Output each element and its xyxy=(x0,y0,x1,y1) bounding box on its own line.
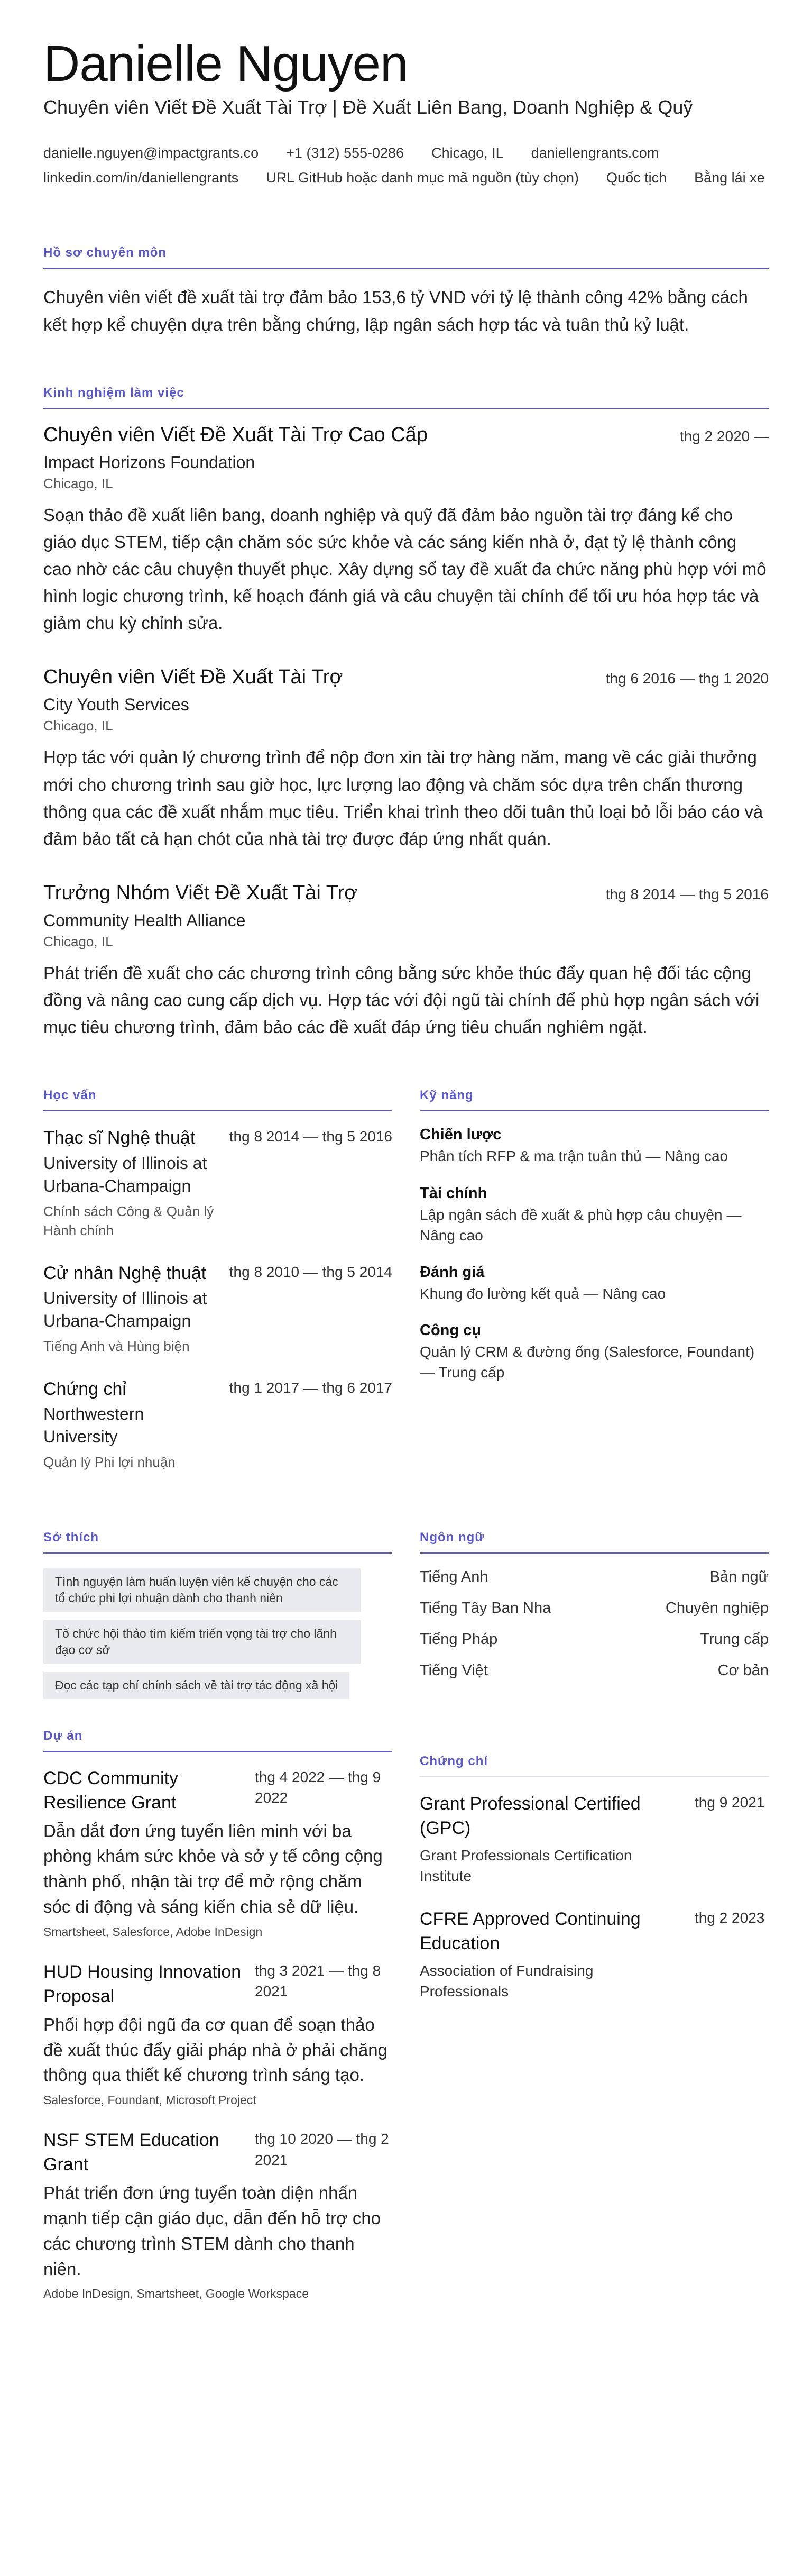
cert-date: thg 9 2021 xyxy=(695,1794,765,1811)
interest-chip: Tổ chức hội thảo tìm kiếm triển vọng tài trợ cho lãnh đạo cơ sở xyxy=(43,1620,361,1664)
project-title: HUD Housing Innovation Proposal xyxy=(43,1962,242,2006)
job-description: Hợp tác với quản lý chương trình để nộp đơn xin tài trợ hàng năm, mang về các giải thưởng mới cho chương trình sau giờ học, lực lượng lao động và chăm sóc dựa trên chấn thương thông qua các đề xuất nhắm mục tiêu. Triển khai trình theo dõi tuân thủ loại bỏ lỗi báo cáo và đảm bảo tất cả hạn chót của nhà tài trợ được đáp ứng nhất quán. xyxy=(43,747,763,848)
contact-phone[interactable]: +1 (312) 555-0286 xyxy=(286,145,404,161)
project-description: Dẫn dắt đơn ứng tuyển liên minh với ba phòng khám sức khỏe và sở y tế công cộng thành phố, nhận tài trợ để mở rộng chăm sóc di động và sáng kiến chia sẻ dữ liệu. xyxy=(43,1821,383,1917)
edu-school: University of Illinois at Urbana-Champaign xyxy=(43,1288,207,1331)
skill-item xyxy=(420,1185,769,1246)
summary-section xyxy=(43,245,769,337)
certification-item xyxy=(420,1907,769,2002)
language-level: Trung cấp xyxy=(700,1630,769,1648)
language-name: Tiếng Anh xyxy=(420,1568,488,1585)
languages-heading: Ngôn ngữ xyxy=(420,1530,769,1554)
contact-license: Bằng lái xe xyxy=(694,170,765,186)
edu-degree: Chứng chỉ xyxy=(43,1378,126,1399)
job-company: Impact Horizons Foundation xyxy=(43,452,255,472)
job-title: Trưởng Nhóm Viết Đề Xuất Tài Trợ xyxy=(43,881,358,904)
cert-org: Grant Professionals Certification Institute xyxy=(420,1847,632,1884)
skill-value: Quản lý CRM & đường ống (Salesforce, Foundant) — Trung cấp xyxy=(420,1344,755,1381)
job-date: thg 6 2016 — thg 1 2020 xyxy=(605,670,769,687)
interest-chip: Đọc các tạp chí chính sách về tài trợ tác động xã hội xyxy=(43,1672,349,1699)
skill-item xyxy=(420,1322,769,1383)
job-title: Chuyên viên Viết Đề Xuất Tài Trợ xyxy=(43,666,343,689)
certifications-heading: Chứng chỉ xyxy=(420,1754,769,1777)
summary-text: Chuyên viên viết đề xuất tài trợ đảm bảo 153,6 tỷ VND với tỷ lệ thành công 42% bằng cách kết hợp kể chuyện dựa trên bằng chứng, lập ngân sách hợp tác và tuân thủ kỷ luật. xyxy=(43,287,748,334)
language-item xyxy=(420,1662,769,1679)
interests-heading: Sở thích xyxy=(43,1530,392,1554)
education-item xyxy=(43,1262,392,1356)
contact-list xyxy=(43,145,769,186)
contact-email[interactable]: danielle.nguyen@impactgrants.co xyxy=(43,145,259,161)
cert-org: Association of Fundraising Professionals xyxy=(420,1962,594,1999)
job-company: Community Health Alliance xyxy=(43,910,246,930)
education-item xyxy=(43,1377,392,1472)
experience-item xyxy=(43,424,769,637)
edu-date: thg 1 2017 — thg 6 2017 xyxy=(229,1379,392,1396)
projects-certifications-row xyxy=(43,1729,769,2323)
job-date: thg 8 2014 — thg 5 2016 xyxy=(605,885,769,902)
edu-date: thg 8 2010 — thg 5 2014 xyxy=(229,1263,392,1280)
experience-item xyxy=(43,882,769,1040)
education-heading: Học vấn xyxy=(43,1088,392,1111)
language-level: Cơ bản xyxy=(717,1661,769,1679)
skill-value: Lập ngân sách đề xuất & phù hợp câu chuyện — Nâng cao xyxy=(420,1206,742,1244)
language-name: Tiếng Pháp xyxy=(420,1630,498,1648)
interests-section xyxy=(43,1530,392,1707)
skill-name: Chiến lược xyxy=(420,1126,502,1144)
cert-date: thg 2 2023 xyxy=(695,1910,765,1926)
projects-heading: Dự án xyxy=(43,1729,392,1752)
project-date: thg 10 2020 — thg 2 2021 xyxy=(255,2131,389,2168)
project-description: Phát triển đơn ứng tuyển toàn diện nhấn mạnh tiếp cận giáo dục, dẫn đến hỗ trợ cho các chương trình STEM dành cho thanh niên. xyxy=(43,2183,381,2279)
certifications-section xyxy=(420,1754,769,2323)
skill-value: Phân tích RFP & ma trận tuân thủ — Nâng cao xyxy=(420,1148,728,1165)
experience-section xyxy=(43,386,769,1041)
project-item xyxy=(43,1767,392,1939)
person-name: Danielle Nguyen xyxy=(43,35,408,92)
edu-degree: Thạc sĩ Nghệ thuật xyxy=(43,1128,196,1148)
interests-languages-row xyxy=(43,1530,769,1707)
experience-item xyxy=(43,666,769,852)
skill-name: Đánh giá xyxy=(420,1263,485,1281)
languages-section xyxy=(420,1530,769,1707)
project-date: thg 4 2022 — thg 9 2022 xyxy=(255,1768,381,1806)
summary-heading: Hồ sơ chuyên môn xyxy=(43,245,769,269)
project-title: NSF STEM Education Grant xyxy=(43,2130,219,2175)
skill-name: Công cụ xyxy=(420,1322,481,1339)
project-item xyxy=(43,2129,392,2301)
job-location: Chicago, IL xyxy=(43,933,113,949)
skill-name: Tài chính xyxy=(420,1184,487,1202)
project-description: Phối hợp đội ngũ đa cơ quan để soạn thảo đề xuất thúc đẩy giải pháp nhà ở phải chăng thông qua thiết kế chương trình sáng tạo. xyxy=(43,2014,387,2085)
language-name: Tiếng Tây Ban Nha xyxy=(420,1599,551,1616)
cert-title: Grant Professional Certified (GPC) xyxy=(420,1793,641,1838)
contact-linkedin[interactable]: linkedin.com/in/daniellengrants xyxy=(43,170,239,186)
projects-section xyxy=(43,1729,392,2323)
contact-location: Chicago, IL xyxy=(431,145,504,161)
project-tools: Salesforce, Foundant, Microsoft Project xyxy=(43,2093,256,2107)
education-skills-row xyxy=(43,1088,769,1493)
project-tools: Adobe InDesign, Smartsheet, Google Workspace xyxy=(43,2287,309,2301)
language-item xyxy=(420,1568,769,1586)
interest-chip: Tình nguyện làm huấn luyện viên kể chuyện cho các tổ chức phi lợi nhuận dành cho thanh niên xyxy=(43,1568,361,1612)
job-location: Chicago, IL xyxy=(43,718,113,734)
language-item xyxy=(420,1631,769,1648)
job-description: Soạn thảo đề xuất liên bang, doanh nghiệp và quỹ đã đảm bảo nguồn tài trợ đáng kể cho giáo dục STEM, tiếp cận chăm sóc sức khỏe và các sáng kiến nhà ở, đạt tỷ lệ thành công cao nhờ các câu chuyện thuyết phục. Xây dựng sổ tay đề xuất đa chức năng phù hợp với mô hình logic chương trình, kế hoạch đánh giá và câu chuyện tài chính để tối ưu hóa hợp tác và giảm chu kỳ chỉnh sửa. xyxy=(43,505,767,633)
skill-value: Khung đo lường kết quả — Nâng cao xyxy=(420,1285,666,1302)
skill-item xyxy=(420,1126,769,1166)
language-name: Tiếng Việt xyxy=(420,1661,488,1679)
cert-title: CFRE Approved Continuing Education xyxy=(420,1909,641,1953)
headline: Chuyên viên Viết Đề Xuất Tài Trợ | Đề Xuất Liên Bang, Doanh Nghiệp & Quỹ xyxy=(43,96,693,118)
job-location: Chicago, IL xyxy=(43,475,113,491)
project-item xyxy=(43,1960,392,2107)
edu-school: Northwestern University xyxy=(43,1404,144,1447)
skills-heading: Kỹ năng xyxy=(420,1088,769,1111)
language-item xyxy=(420,1600,769,1617)
contact-nationality: Quốc tịch xyxy=(606,170,667,186)
skill-item xyxy=(420,1264,769,1304)
job-description: Phát triển đề xuất cho các chương trình công bằng sức khỏe thúc đẩy quan hệ đối tác cộng đồng và nâng cao cung cấp dịch vụ. Hợp tác với đội ngũ tài chính để phù hợp ngân sách với mục tiêu chương trình, đảm bảo các đề xuất đáp ứng tiêu chuẩn nghiêm ngặt. xyxy=(43,963,760,1037)
job-title: Chuyên viên Viết Đề Xuất Tài Trợ Cao Cấp xyxy=(43,423,428,446)
contact-github[interactable]: URL GitHub hoặc danh mục mã nguồn (tùy chọn) xyxy=(266,170,579,186)
language-level: Chuyên nghiệp xyxy=(665,1599,769,1616)
experience-heading: Kinh nghiệm làm việc xyxy=(43,386,769,409)
job-company: City Youth Services xyxy=(43,695,189,715)
language-level: Bản ngữ xyxy=(709,1568,769,1585)
edu-field: Quản lý Phi lợi nhuận xyxy=(43,1454,176,1470)
contact-website[interactable]: daniellengrants.com xyxy=(531,145,659,161)
edu-degree: Cử nhân Nghệ thuật xyxy=(43,1263,207,1283)
project-title: CDC Community Resilience Grant xyxy=(43,1768,179,1813)
edu-field: Tiếng Anh và Hùng biện xyxy=(43,1338,190,1355)
education-item xyxy=(43,1126,392,1240)
certification-item xyxy=(420,1792,769,1886)
job-date: thg 2 2020 — xyxy=(679,427,769,444)
project-tools: Smartsheet, Salesforce, Adobe InDesign xyxy=(43,1925,263,1939)
edu-school: University of Illinois at Urbana-Champaign xyxy=(43,1153,207,1195)
project-date: thg 3 2021 — thg 8 2021 xyxy=(255,1962,381,2000)
edu-date: thg 8 2014 — thg 5 2016 xyxy=(229,1128,392,1145)
education-section xyxy=(43,1088,392,1493)
resume-header xyxy=(43,35,769,186)
skills-section xyxy=(420,1088,769,1493)
edu-field: Chính sách Công & Quản lý Hành chính xyxy=(43,1203,214,1239)
